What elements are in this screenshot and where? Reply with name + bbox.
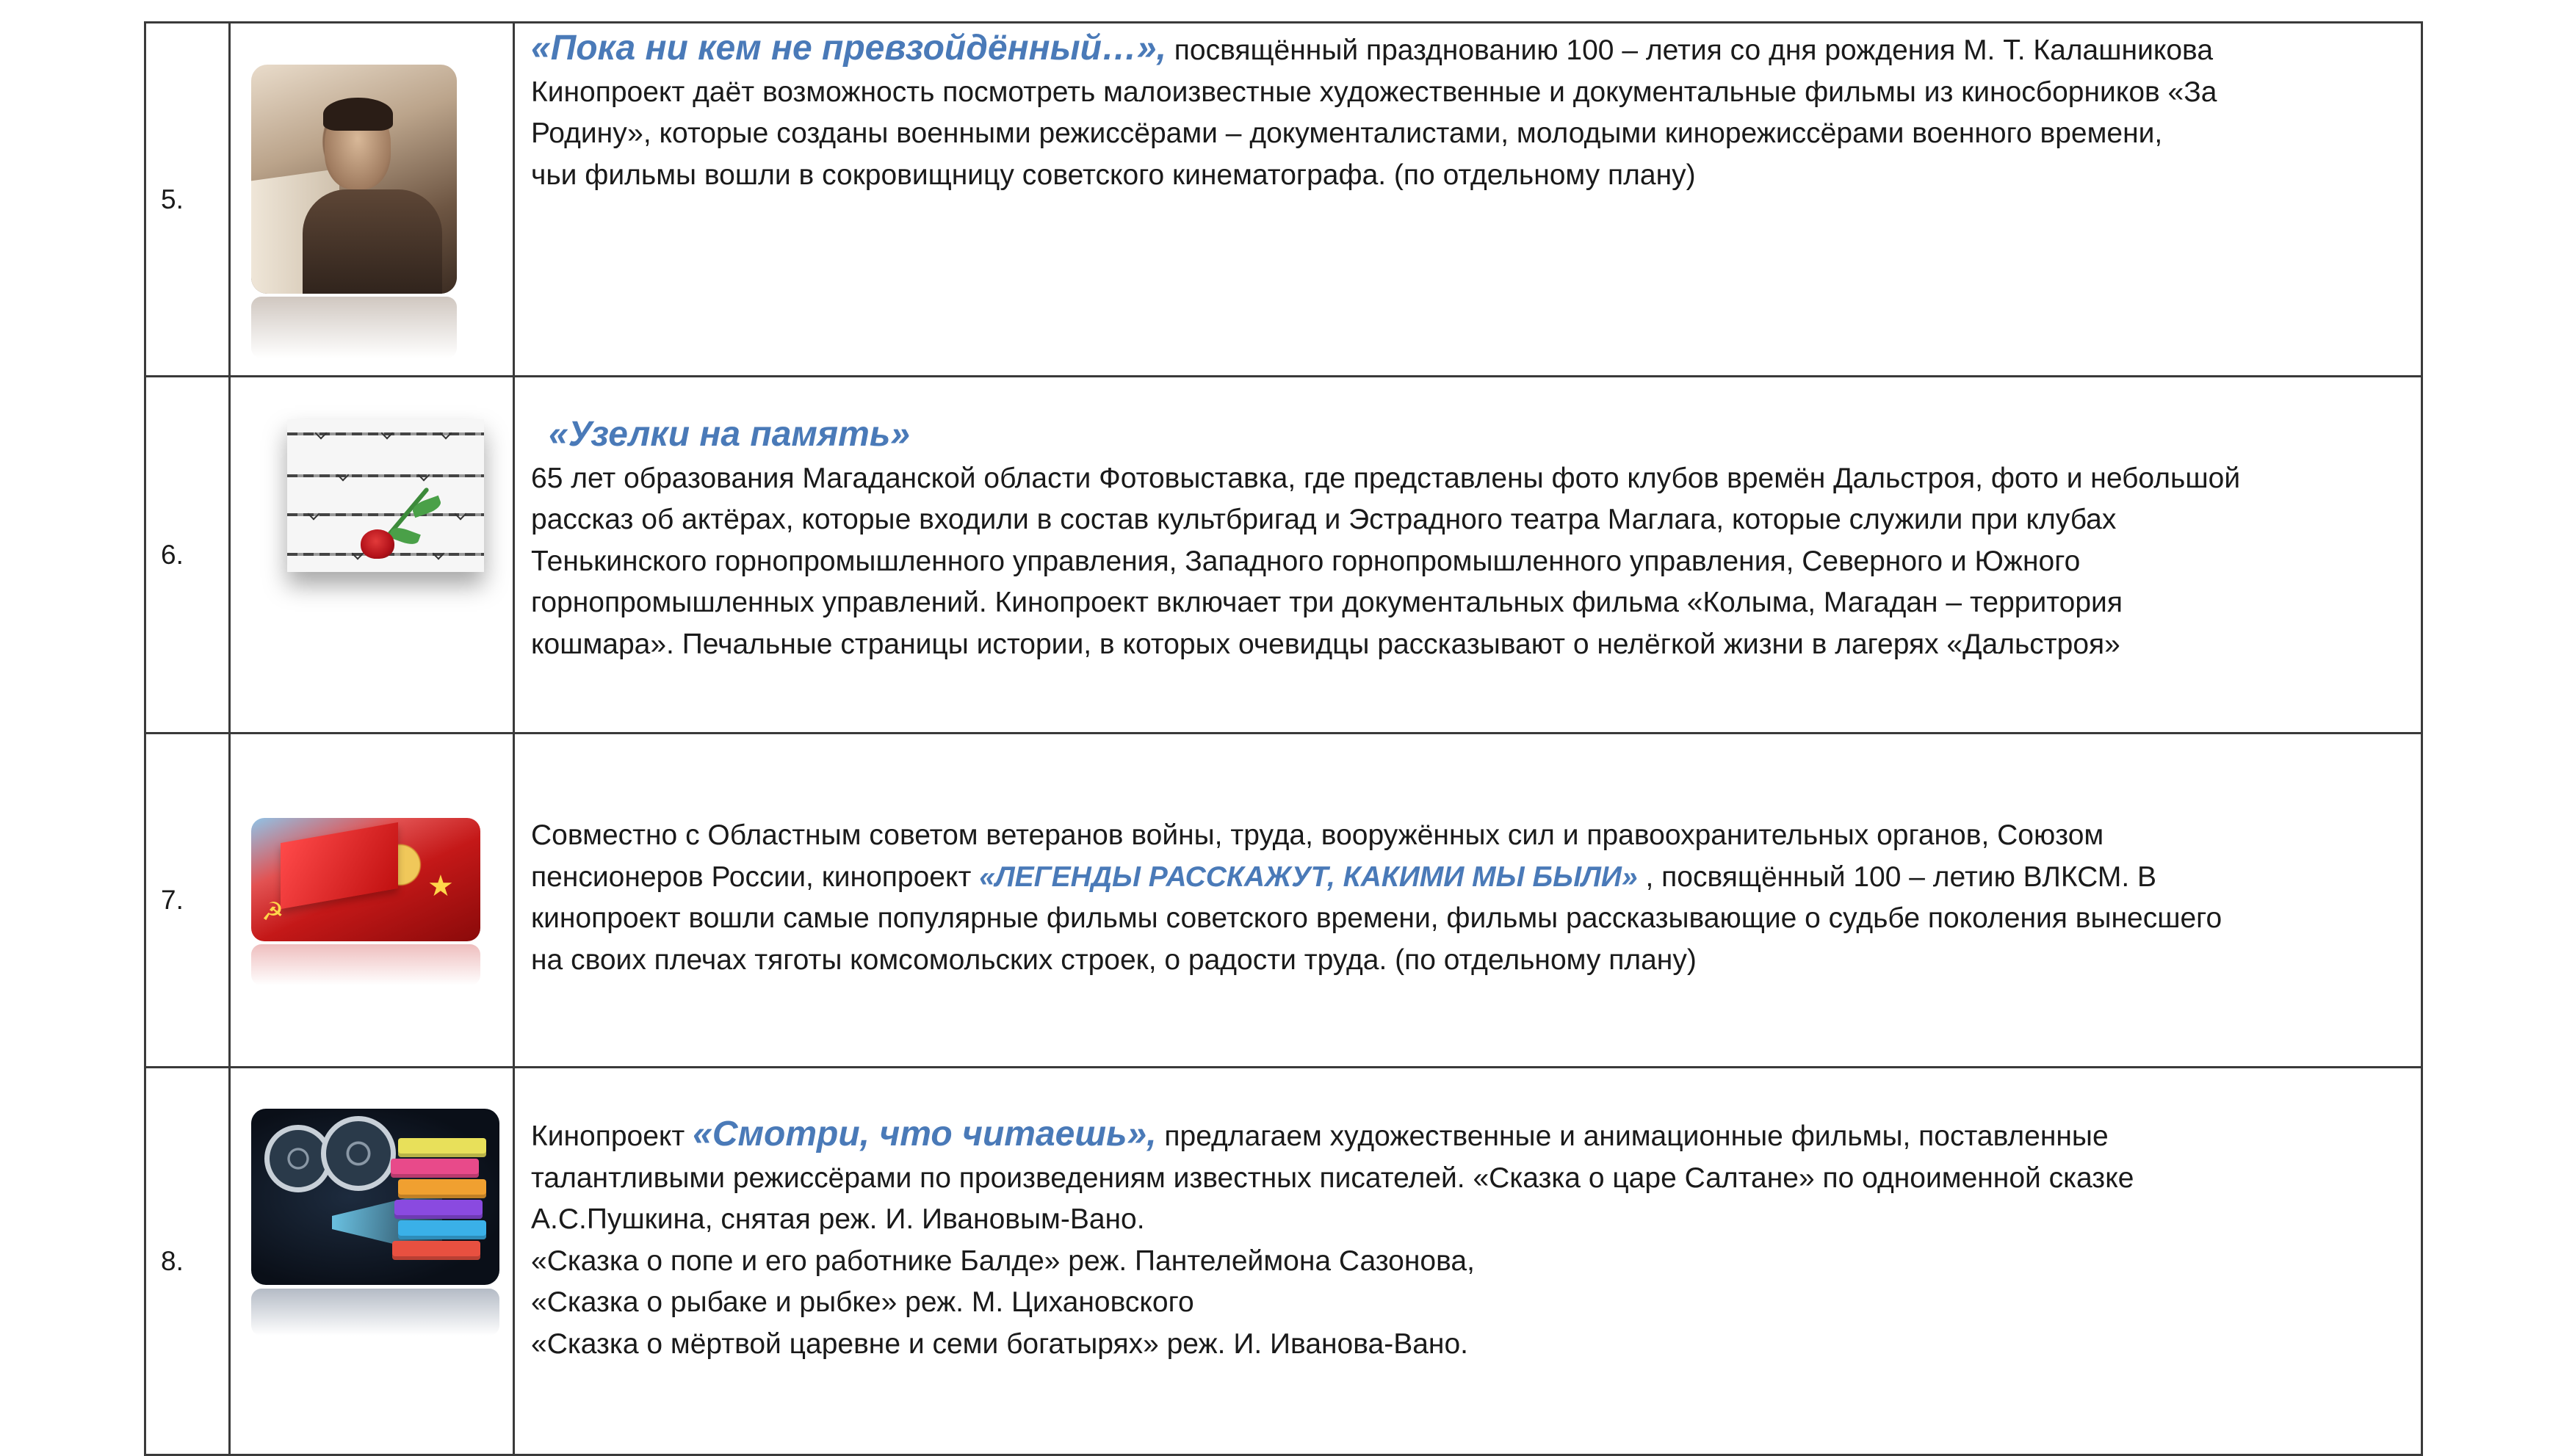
description-line: Кинопроект — [531, 1120, 693, 1152]
description-line: Совместно с Областным советом ветеранов войны, труда, вооружённых сил и правоохранительных органов, Союзом — [531, 819, 2104, 851]
row-description — [514, 734, 2422, 1068]
description-line: «Сказка о мёртвой царевне и семи богатырях» реж. И. Иванова-Вано. — [531, 1328, 1468, 1360]
row-number: 8. — [145, 1068, 230, 1455]
row-number: 7. — [145, 734, 230, 1068]
description-line: кошмара». Печальные страницы истории, в которых очевидцы рассказывают о нелёгкой жизни в лагерях «Дальстроя» — [531, 628, 2120, 660]
row-image-cell — [230, 734, 514, 1068]
description-line: талантливыми режиссёрами по произведениям известных писателей. «Сказка о царе Салтане» по одноименной сказке — [531, 1162, 2134, 1194]
row-number: 5. — [145, 23, 230, 377]
project-title: «Смотри, что читаешь», — [693, 1115, 1157, 1153]
table-row — [145, 23, 2422, 377]
row-description — [514, 23, 2422, 377]
description-line: Тенькинского горнопромышленного управления, Западного горнопромышленного управления, Северного и Южного — [531, 545, 2081, 577]
description-line: «Сказка о попе и его работнике Балде» реж. Пантелеймона Сазонова, — [531, 1245, 1475, 1277]
image-reflection — [251, 1289, 499, 1336]
description-line: чьи фильмы вошли в сокровищницу советского кинематографа. (по отдельному плану) — [531, 159, 1696, 191]
program-table — [144, 21, 2423, 1456]
row-image-cell — [230, 1068, 514, 1455]
description-line: «Сказка о рыбаке и рыбке» реж. М. Цихановского — [531, 1286, 1194, 1318]
row-description — [514, 377, 2422, 734]
description-line: кинопроект вошли самые популярные фильмы советского времени, фильмы рассказывающие о судьбе поколения вынесшего — [531, 902, 2222, 934]
project-title: «Узелки на память» — [549, 415, 911, 454]
row-number: 6. — [145, 377, 230, 734]
kalashnikov-portrait-image — [251, 65, 457, 294]
table-row — [145, 734, 2422, 1068]
barbed-wire-rose-image — [287, 419, 484, 572]
description-line: на своих плечах тяготы комсомольских строек, о радости труда. (по отдельному плану) — [531, 943, 1697, 976]
row-image-cell — [230, 377, 514, 734]
komsomol-banner-image: ☭ ★ — [251, 818, 480, 941]
image-reflection — [251, 944, 480, 985]
description-line: посвящённый празднованию 100 – летия со дня рождения М. Т. Калашникова — [1166, 35, 2214, 66]
description-line: Кинопроект даёт возможность посмотреть малоизвестные художественные и документальные фильмы из киносборников «За — [531, 76, 2217, 108]
description-line: А.С.Пушкина, снятая реж. И. Ивановым-Вано. — [531, 1203, 1145, 1235]
project-title: «ЛЕГЕНДЫ РАССКАЖУТ, КАКИМИ МЫ БЫЛИ» — [979, 861, 1638, 893]
table-row — [145, 377, 2422, 734]
table-row — [145, 1068, 2422, 1455]
description-line: пенсионеров России, кинопроект — [531, 861, 980, 893]
description-line: , посвящённый 100 – летию ВЛКСМ. В — [1637, 861, 2157, 893]
image-reflection — [251, 297, 457, 358]
project-title: «Пока ни кем не превзойдённый…», — [531, 29, 1166, 68]
row-description — [514, 1068, 2422, 1455]
description-line: Родину», которые созданы военными режиссёрами – документалистами, молодыми кинорежиссёрами военного времени, — [531, 117, 2163, 149]
description-line: предлагаем художественные и анимационные фильмы, поставленные — [1156, 1120, 2109, 1152]
description-line: 65 лет образования Магаданской области Фотовыставка, где представлены фото клубов времён Дальстроя, фото и небольшой — [531, 462, 2241, 494]
row-image-cell — [230, 23, 514, 377]
film-projector-books-image — [251, 1109, 499, 1285]
description-line: горнопромышленных управлений. Кинопроект включает три документальных фильма «Колыма, Магадан – территория — [531, 587, 2123, 618]
description-line: рассказ об актёрах, которые входили в состав культбригад и Эстрадного театра Маглага, которые служили при клубах — [531, 504, 2117, 535]
